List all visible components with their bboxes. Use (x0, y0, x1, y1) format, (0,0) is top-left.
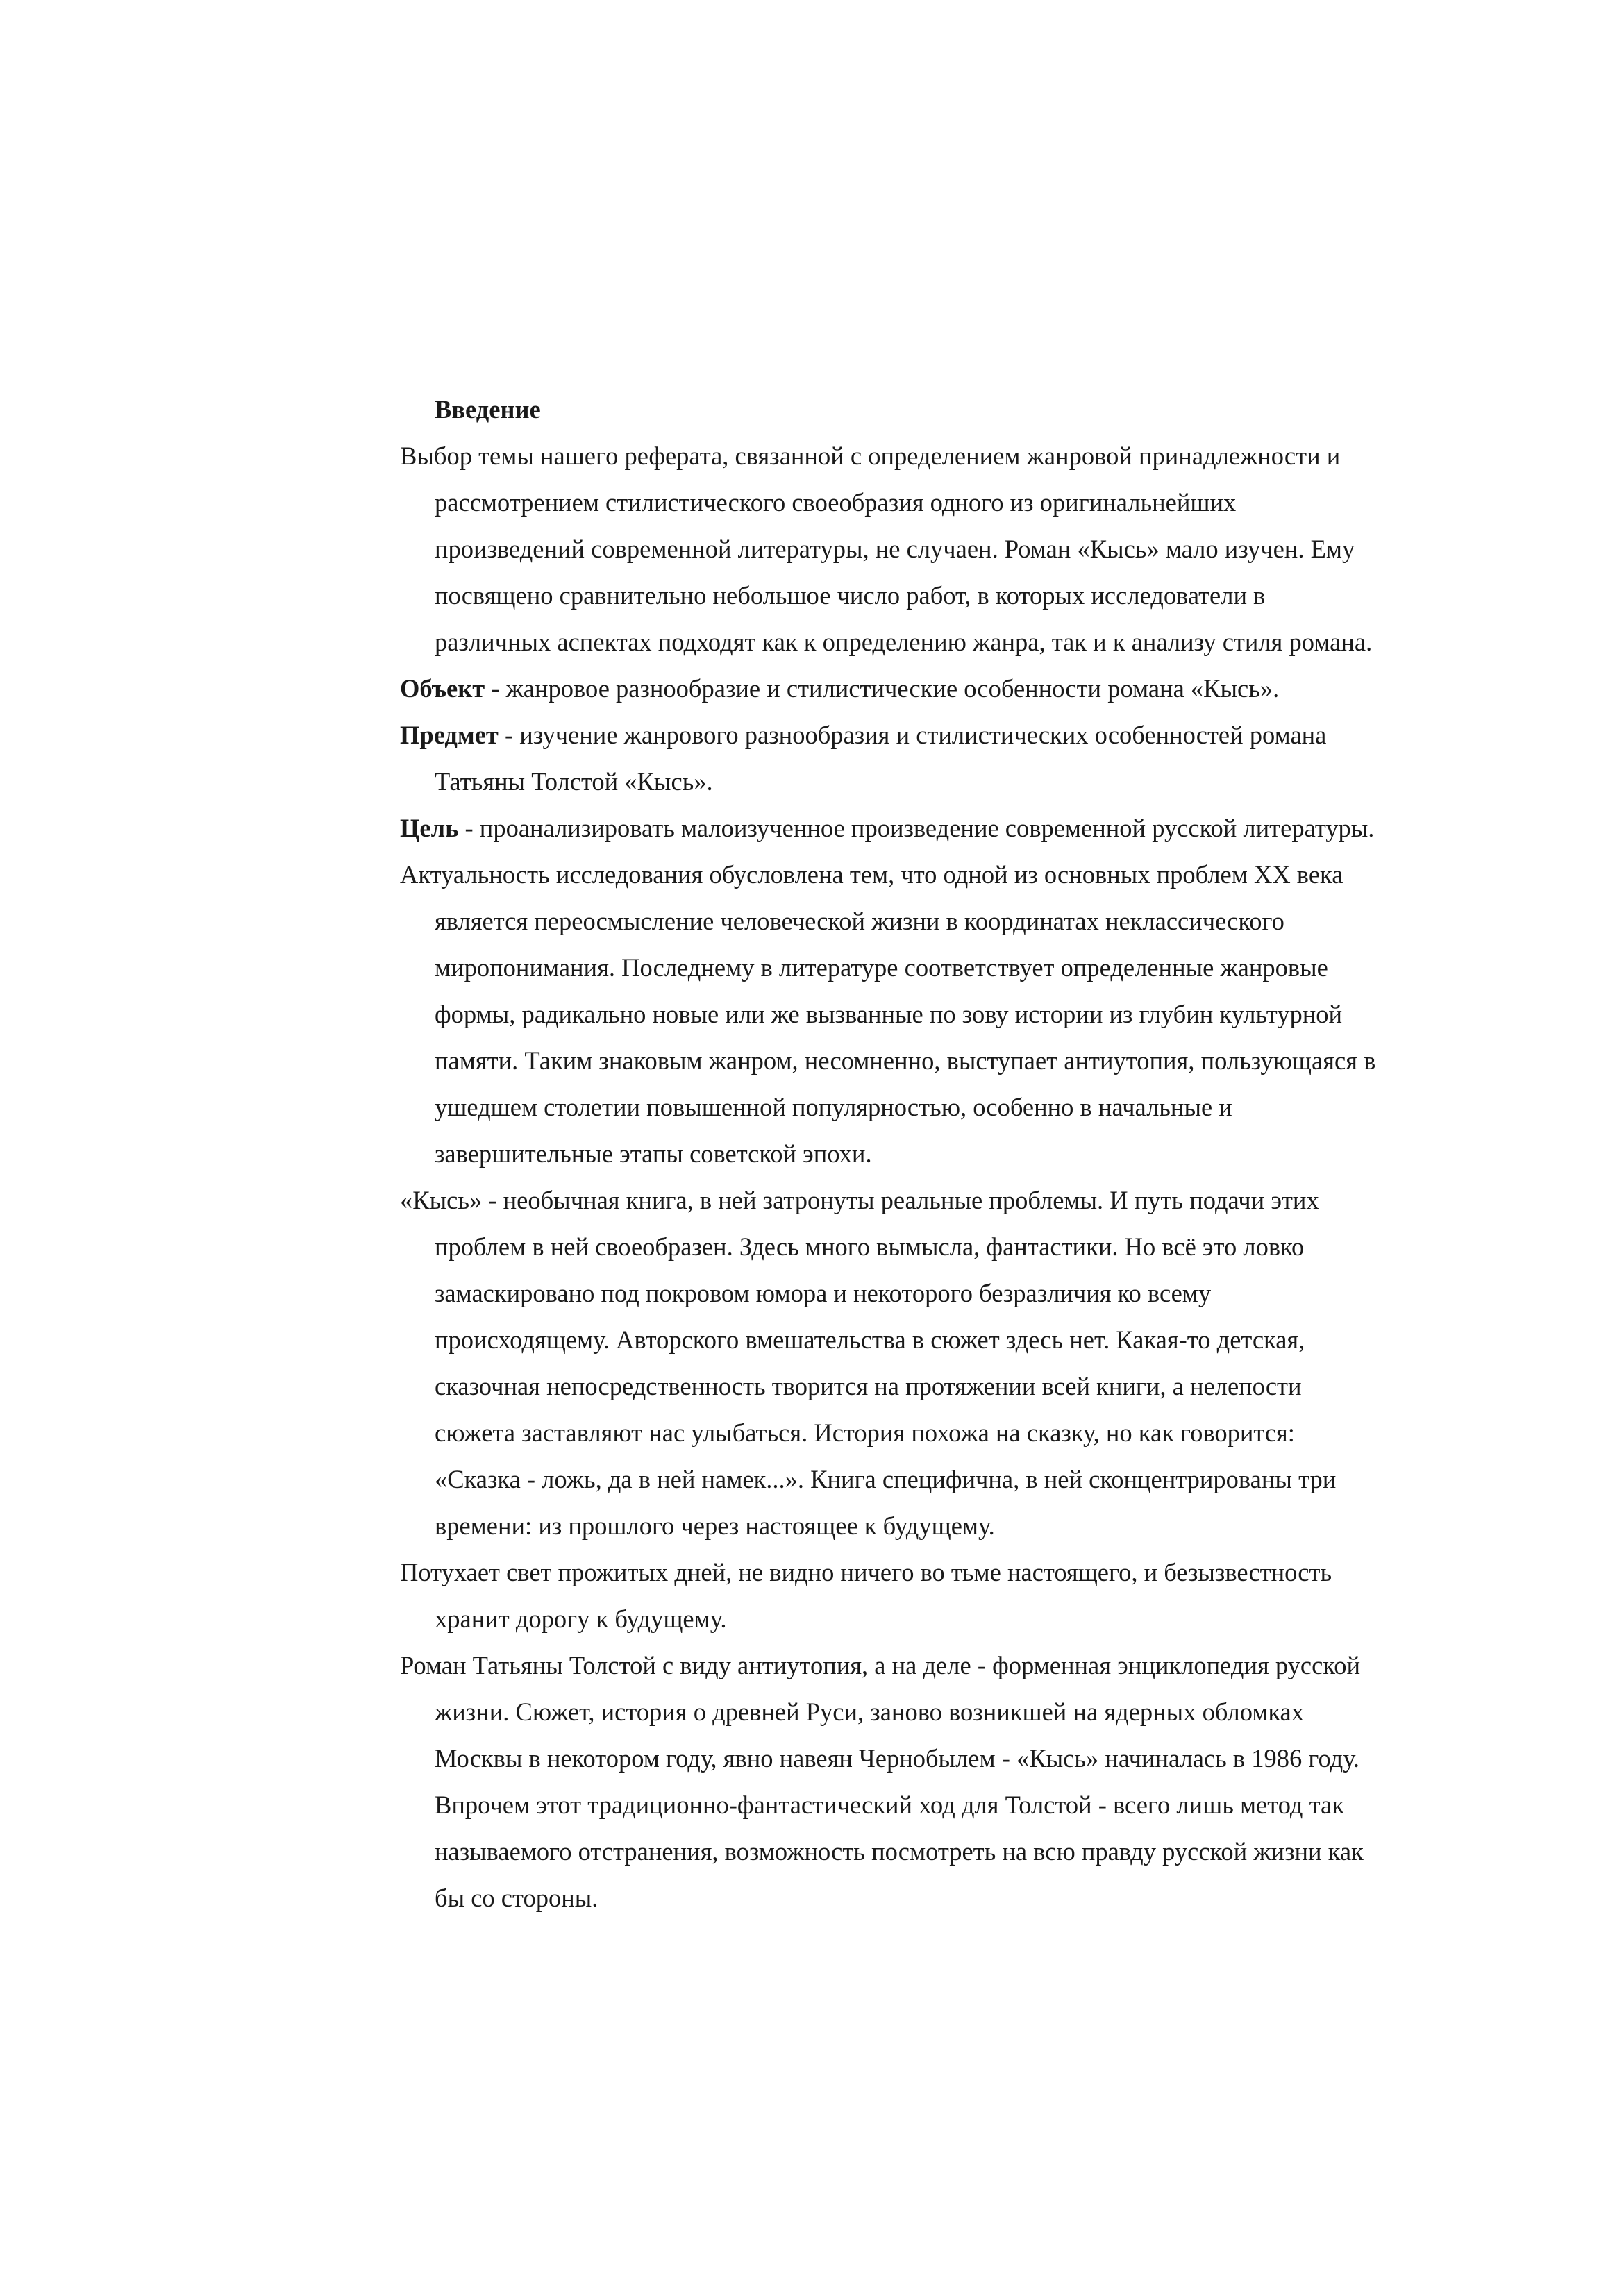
paragraph-object (400, 665, 1386, 712)
paragraph-novel-encyclopedia (400, 1642, 1386, 1921)
paragraph-relevance (400, 851, 1386, 1177)
term-goal: Цель (400, 814, 459, 842)
document-body (400, 386, 1386, 1921)
paragraph-light-fades (400, 1549, 1386, 1642)
paragraph-text: - проанализировать малоизученное произведение современной русской литературы. (458, 814, 1375, 842)
paragraph-text: - жанровое разнообразие и стилистические особенности романа «Кысь». (485, 674, 1280, 703)
paragraph-subject (400, 712, 1386, 805)
term-subject: Предмет (400, 721, 499, 749)
paragraph-topic-choice (400, 433, 1386, 665)
paragraph-text: Актуальность исследования обусловлена тем, что одной из основных проблем XX века является переосмысление человеческой жизни в координатах неклассического миропонимания. Последнему в литературе соответствует определенные жанровые формы, радикально новые или же вызванные по зову истории из глубин культурной памяти. Таким знаковым жанром, несомненно, выступает антиутопия, пользующаяся в ушедшем столетии повышенной популярностью, особенно в начальные и завершительные этапы советской эпохи. (400, 860, 1376, 1168)
paragraph-text: «Кысь» - необычная книга, в ней затронуты реальные проблемы. И путь подачи этих проблем в ней своеобразен. Здесь много вымысла, фантастики. Но всё это ловко замаскировано под покровом юмора и некоторого безразличия ко всему происходящему. Авторского вмешательства в сюжет здесь нет. Какая-то детская, сказочная непосредственность творится на протяжении всей книги, а нелепости сюжета заставляют нас улыбаться. История похожа на сказку, но как говорится: «Сказка - ложь, да в ней намек...». Книга специфична, в ней сконцентрированы три времени: из прошлого через настоящее к будущему. (400, 1186, 1337, 1540)
paragraph-text: - изучение жанрового разнообразия и стилистических особенностей романа Татьяны Толстой «Кысь». (435, 721, 1327, 796)
paragraph-text: Потухает свет прожитых дней, не видно ничего во тьме настоящего, и безызвестность хранит дорогу к будущему. (400, 1558, 1332, 1633)
section-heading: Введение (435, 395, 541, 424)
paragraph-text: Выбор темы нашего реферата, связанной с определением жанровой принадлежности и рассмотрением стилистического своеобразия одного из оригинальнейших произведений современной литературы, не случаен. Роман «Кысь» мало изучен. Ему посвящено сравнительно небольшое число работ, в которых исследователи в различных аспектах подходят как к определению жанра, так и к анализу стиля романа. (400, 442, 1373, 656)
paragraph-book-description (400, 1177, 1386, 1549)
paragraph-text: Роман Татьяны Толстой с виду антиутопия, а на деле - форменная энциклопедия русской жизни. Сюжет, история о древней Руси, заново возникшей на ядерных обломках Москвы в некотором году, явно навеян Чернобылем - «Кысь» начиналась в 1986 году. Впрочем этот традиционно-фантастический ход для Толстой - всего лишь метод так называемого отстранения, возможность посмотреть на всю правду русской жизни как бы со стороны. (400, 1651, 1364, 1912)
term-object: Объект (400, 674, 485, 703)
paragraph-goal (400, 805, 1386, 851)
